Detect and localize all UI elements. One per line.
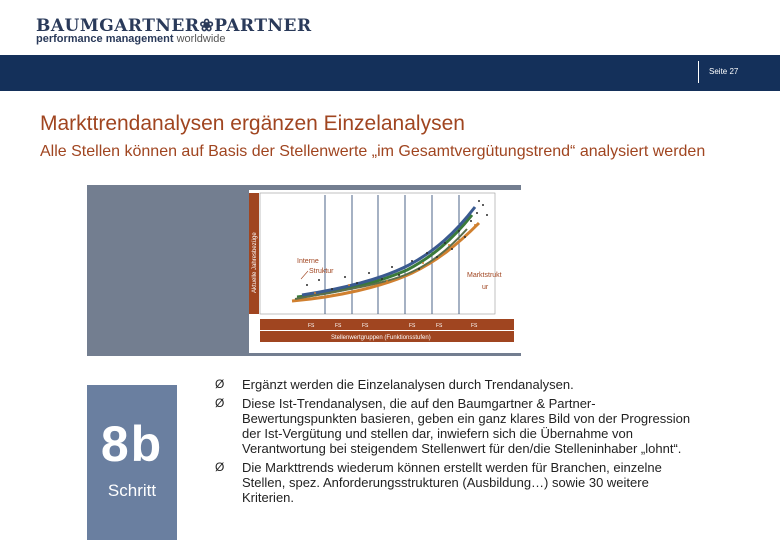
chart-x-tick: FS [409,323,416,329]
bullet-text: Diese Ist-Trendanalysen, die auf den Baumgartner & Partner-Bewertungspunkten basieren, geben ein ganz klares Bild von der Progression der Ist-Vergütung und stellen dar, inwiefern sich die Übernahme von Verantwortung bei steigendem Stellenwert für den/die Stelleninhaber „lohnt“. [242,396,691,456]
annotation-market-line2: ur [482,284,489,291]
slide-title: Markttrendanalysen ergänzen Einzelanalysen [40,112,465,135]
bullet-item [215,460,695,505]
trend-chart-image [87,185,521,356]
chart-x-tick: FS [362,323,369,329]
annotation-internal-line2: Struktur [309,268,334,275]
chart-x-tick: FS [436,323,443,329]
step-label: Schritt [107,481,157,500]
trend-chart-panel [87,185,521,356]
bullet-arrow-icon: Ø [215,377,225,391]
bullet-arrow-icon: Ø [215,460,225,474]
step-badge [87,385,177,540]
header-bar [0,55,780,91]
chart-x-tick: FS [471,323,478,329]
bullet-item [215,377,695,392]
company-logo: BAUMGARTNER❀PARTNER [36,16,312,36]
company-tagline [36,33,226,45]
bullet-text: Ergänzt werden die Einzelanalysen durch Trendanalysen. [242,377,574,392]
page-number: Seite 27 [709,67,739,76]
tagline-bold: performance management [36,33,174,45]
bullet-text: Die Markttrends wiederum können erstellt werden für Branchen, einzelne Stellen, spez. Anforderungsstrukturen (Ausbildung…) sowie 30 weitere Kriterien. [242,460,662,505]
header-separator [698,61,699,83]
chart-x-tick: FS [308,323,315,329]
chart-x-axis-label: Stellenwertgruppen (Funktionsstufen) [331,335,431,341]
chart-y-axis-label: Aktuelle Jahresbezüge [252,232,258,293]
chart-x-tick: FS [335,323,342,329]
bullet-arrow-icon: Ø [215,396,225,410]
bullet-item [215,396,695,456]
tagline-light: worldwide [173,33,226,45]
annotation-internal-line1: Interne [297,258,319,265]
step-number: 8b [100,416,164,472]
bullet-list [215,377,695,509]
annotation-market-line1: Marktstrukt [467,272,502,279]
slide-subtitle: Alle Stellen können auf Basis der Stellenwerte „im Gesamtvergütungstrend“ analysiert werden [40,143,706,160]
chart-plot-area [260,193,495,314]
